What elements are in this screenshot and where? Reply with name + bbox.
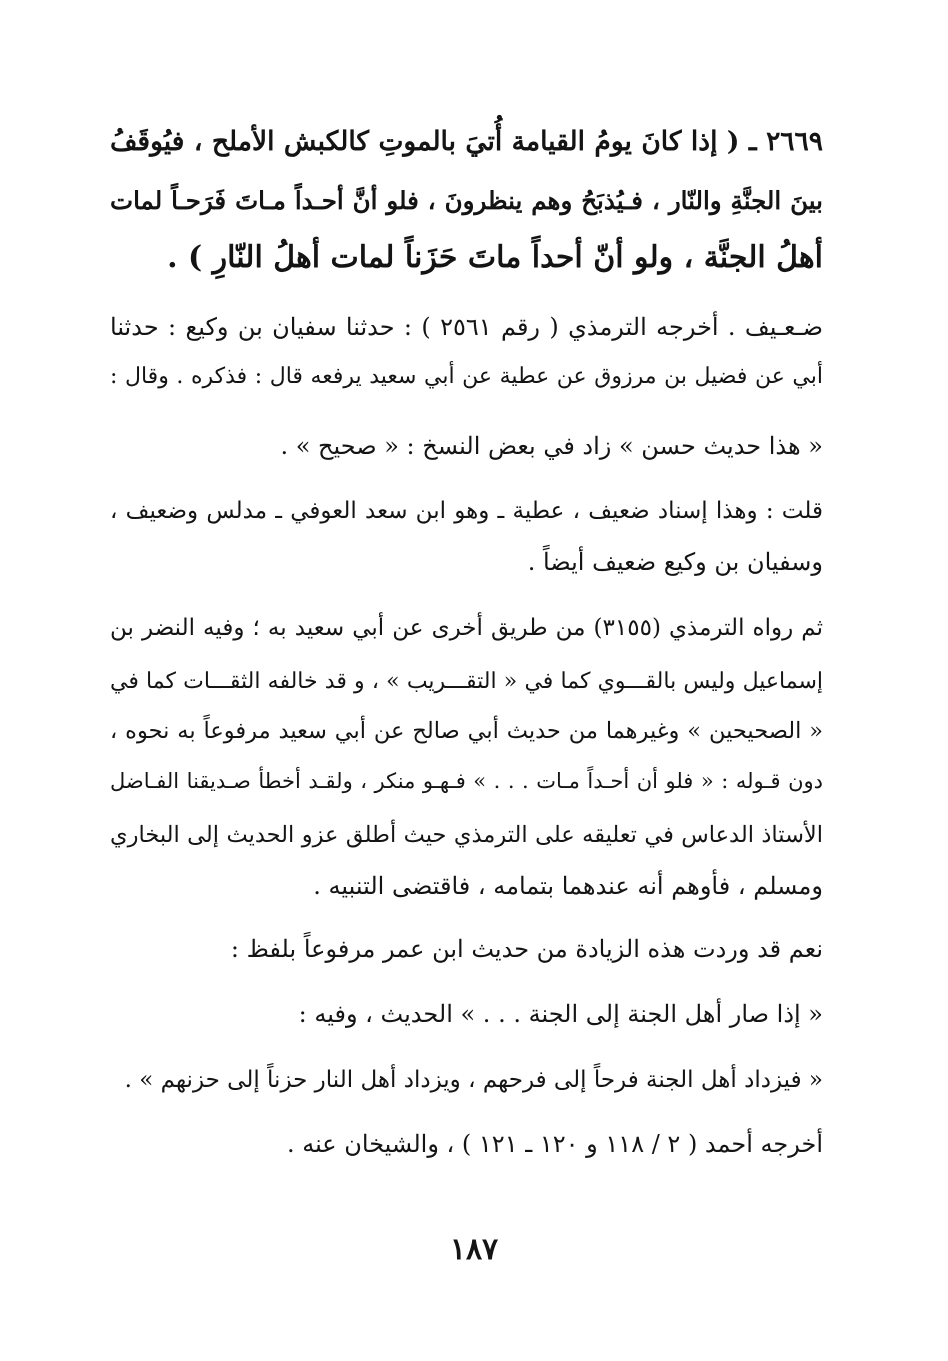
commentary-line: « فيزداد أهل الجنة فرحاً إلى فرحهم ، ويزداد أهل النار حزناً إلى حزنهم » . bbox=[124, 1067, 823, 1093]
commentary-line: « هذا حديث حسن » زاد في بعض النسخ : « صحيح » . bbox=[280, 432, 823, 460]
commentary-line: دون قـوله : « فلو أن أحـداً مـات . . . » فـهـو منكر ، ولقـد أخطأ صـديقنا الفـاضل bbox=[110, 769, 823, 793]
commentary-line: ومسلم ، فأوهم أنه عندهما بتمامه ، فاقتضى التنبيه . bbox=[313, 872, 823, 900]
commentary-line: نعم قد وردت هذه الزيادة من حديث ابن عمر مرفوعاً بلفظ : bbox=[230, 935, 823, 963]
hadith-line: أهلُ الجنَّة ، ولو أنّ أحداً ماتَ حَزَناً لمات أهلُ النّارِ ) . bbox=[167, 240, 823, 275]
commentary-line: « الصحيحين » وغيرهما من حديث أبي صالح عن أبي سعيد مرفوعاً به نحوه ، bbox=[110, 718, 823, 744]
hadith-line: بينَ الجنَّةِ والنّار ، فـيُذبَحُ وهم ينظرونَ ، فلو أنَّ أحـداً مـاتَ فَرَحـاً لمات bbox=[110, 186, 823, 215]
commentary-line: قلت : وهذا إسناد ضعيف ، عطية ـ وهو ابن سعد العوفي ـ مدلس وضعيف ، bbox=[110, 498, 823, 524]
commentary-line: ثم رواه الترمذي (٣١٥٥) من طريق أخرى عن أبي سعيد به ؛ وفيه النضر بن bbox=[110, 615, 823, 641]
page-number: ١٨٧ bbox=[449, 1232, 499, 1267]
commentary-line: إسماعيل وليس بالقـــوي كما في « التقـــريب » ، و قد خالفه الثقـــات كما في bbox=[110, 669, 823, 694]
commentary-line: أخرجه أحمد ( ٢ / ١١٨ و ١٢٠ ـ ١٢١ ) ، والشيخان عنه . bbox=[286, 1130, 823, 1158]
commentary-line: أبي عن فضيل بن مرزوق عن عطية عن أبي سعيد يرفعه قال : فذكره . وقال : bbox=[110, 364, 823, 389]
commentary-line: الأستاذ الدعاس في تعليقه على الترمذي حيث أطلق عزو الحديث إلى البخاري bbox=[110, 822, 823, 848]
commentary-line: وسفيان بن وكيع ضعيف أيضاً . bbox=[527, 548, 823, 576]
hadith-line: ٢٦٦٩ ـ ( إذا كانَ يومُ القيامة أُتيَ بالموتِ كالكبش الأملح ، فيُوقَفُ bbox=[110, 126, 823, 157]
commentary-line: « إذا صار أهل الجنة إلى الجنة . . . » الحديث ، وفيه : bbox=[298, 1000, 823, 1028]
commentary-line: ضـعـيف . أخرجه الترمذي ( رقم ٢٥٦١ ) : حدثنا سفيان بن وكيع : حدثنا bbox=[110, 313, 823, 341]
